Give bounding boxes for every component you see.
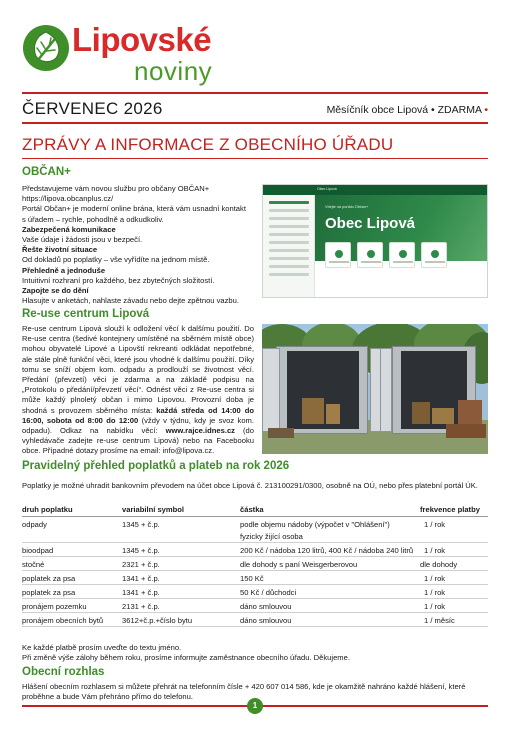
table-row: [22, 571, 488, 585]
issue-info: [327, 104, 488, 116]
fee-frequency: 1 / rok: [424, 588, 446, 597]
column-header: částka: [240, 505, 264, 514]
obcan-item-text: Od dokladů po poplatky – vše vyřídíte na jednom místě.: [22, 255, 210, 265]
reuse-hours: každá středa od 14:00 do 16:00, sobota od 8:00 do 12:00: [22, 405, 254, 425]
shot-tile: [421, 242, 447, 268]
shot-topbar: [263, 185, 488, 195]
masthead-rule-top: [22, 92, 488, 94]
obcan-item-title: Přehledně a jednoduše: [22, 265, 106, 275]
obcan-heading: OBČAN+: [22, 166, 71, 178]
section-rule: [22, 158, 488, 159]
fee-frequency: 1 / rok: [424, 520, 446, 529]
fee-vs: 1345 + č.p.: [122, 520, 160, 529]
obcan-link[interactable]: https://lipova.obcanplus.cz/: [22, 194, 114, 204]
table-row: [22, 543, 488, 557]
reuse-link[interactable]: www.rajce.idnes.cz: [165, 426, 235, 436]
radio-heading: Obecní rozhlas: [22, 666, 105, 678]
shot-hero-small: Vítejte na portálu Občan+: [325, 205, 369, 209]
fees-intro: Poplatky je možné uhradit bankovním převodem na účet obce Lipová č. 213100291/0300, osobně na OÚ, nebo přes platební portál ÚK.: [22, 481, 478, 490]
fees-table: [22, 502, 488, 627]
fee-type: odpady: [22, 520, 47, 529]
fee-vs: 2321 + č.p.: [122, 560, 160, 569]
obcan-item-text: Hlasujte v anketách, nahlaste závadu nebo dejte zpětnou vazbu.: [22, 296, 239, 306]
obcan-item-text: Vaše údaje i žádosti jsou v bezpečí.: [22, 235, 143, 245]
table-row: [22, 599, 488, 613]
reuse-paragraph: Re-use centrum Lipová slouží k odložení věcí k dalšímu použití. Do Re-use centra (šedivé kontejnery umístěné na sběrném místě obce) mohou obyvatelé Lipové a Lipovští rekreanti odkládat nepotřebné, ale stále plně funkční věci, které jsou vhodné k dalšímu použití. Díky tomu se sníží objem kom. odpadu a prodlouží se životnost věcí. Předání (převzetí) věci je zdarma a na základě podpisu na „Protokolu o předání/převzetí věcí“. Odnést věci z Re-use centra si může každý plnoletý občan i mimo Lipovou. Provozní doba je shodná s provozem sběrného místa:: [22, 324, 254, 415]
fee-vs: 1345 + č.p.: [122, 546, 160, 555]
reuse-paragraph: (vždy v týdnu, kdy je svoz kom. odpadu). Odkaz na nabídku věcí:: [22, 415, 254, 436]
fees-note: Při změně výše zálohy během roku, prosíme informujte zaměstnance obecního úřadu. Děkujeme.: [22, 653, 350, 663]
reuse-text: [22, 324, 254, 457]
fee-vs: 1341 + č.p.: [122, 574, 160, 583]
fee-amount: dle dohody s paní Weisgerberovou: [240, 560, 358, 569]
fees-note: Ke každé platbě prosím uveďte do textu jméno.: [22, 643, 182, 652]
obcan-item-text: Intuitivní rozhraní pro každého, bez zbytečných složitostí.: [22, 275, 215, 285]
fee-vs: 3612+č.p.+číslo bytu: [122, 616, 193, 625]
fee-amount: podle objemu nádoby (výpočet v "Ohlášení"): [240, 520, 390, 529]
column-header: frekvence platby: [420, 505, 480, 514]
fee-frequency: dle dohody: [420, 560, 458, 569]
column-header: druh poplatku: [22, 505, 73, 514]
shot-tile: [389, 242, 415, 268]
shot-tile: [357, 242, 383, 268]
masthead-subtitle: noviny: [134, 56, 213, 86]
fee-frequency: 1 / rok: [424, 574, 446, 583]
fees-notes: [22, 643, 488, 663]
shot-tile: [325, 242, 351, 268]
fee-amount: dáno smlouvou: [240, 616, 292, 625]
fee-amount: 150 Kč: [240, 574, 264, 583]
table-row: [22, 613, 488, 627]
radio-text: Hlášení obecním rozhlasem si můžete přehrát na telefonním čísle + 420 607 014 586, kde je okamžitě nahráno každé hlášení, které proběhne a bude Vám přehráno přímo do telefonu.: [22, 682, 466, 702]
obcan-item-title: Řešte životní situace: [22, 245, 98, 255]
section-title: ZPRÁVY A INFORMACE Z OBECNÍHO ÚŘADU: [22, 135, 394, 154]
obcan-item-title: Zapojte se do dění: [22, 286, 89, 296]
obcan-text: [22, 184, 258, 306]
reuse-paragraph: (do vyhledávače zadejte re-use centrum Lipová) nebo na Facebooku obce.: [22, 426, 254, 456]
obcan-line: s úřadem – rychle, pohodlně a odkudkoliv.: [22, 214, 164, 224]
fee-vs: 1341 + č.p.: [122, 588, 160, 597]
shot-topbar-label: Obec Lipová: [317, 187, 337, 191]
obcan-portal-screenshot: [262, 184, 488, 298]
fee-type: stočné: [22, 560, 45, 569]
issue-info-dot: •: [484, 104, 488, 116]
shot-hero-big: Obec Lipová: [325, 215, 416, 232]
fee-type: bioodpad: [22, 546, 54, 555]
table-header-row: [22, 502, 488, 517]
fee-frequency: 1 / měsíc: [424, 616, 455, 625]
issue-month: ČERVENEC 2026: [22, 99, 163, 118]
masthead-rule-bottom: [22, 122, 488, 124]
fee-amount: 50 Kč / důchodci: [240, 588, 297, 597]
reuse-heading: Re-use centrum Lipová: [22, 308, 150, 320]
masthead-logo: [22, 20, 252, 90]
reuse-containers-photo: [262, 324, 488, 454]
column-header: variabilní symbol: [122, 505, 185, 514]
issue-info-text: Měsíčník obce Lipová • ZDARMA: [326, 104, 482, 116]
obcan-item-title: Zabezpečená komunikace: [22, 224, 116, 234]
obcan-line: Představujeme vám novou službu pro občany OBČAN+: [22, 184, 210, 193]
fee-frequency: 1 / rok: [424, 546, 446, 555]
fee-amount: dáno smlouvou: [240, 602, 292, 611]
fee-frequency: 1 / rok: [424, 602, 446, 611]
fee-type: poplatek za psa: [22, 574, 76, 583]
table-row: [22, 517, 488, 543]
fee-type: poplatek za psa: [22, 588, 76, 597]
fee-amount: 200 Kč / nádoba 120 litrů, 400 Kč / nádoba 240 litrů: [240, 546, 414, 555]
reuse-contact: Případné dotazy prosíme na email: info@lipova.cz.: [42, 446, 215, 456]
fee-type: pronájem pozemku: [22, 602, 87, 611]
linden-leaf-icon: [22, 24, 70, 72]
fees-heading: Pravidelný přehled poplatků a plateb na rok 2026: [22, 460, 290, 472]
fee-type: pronájem obecních bytů: [22, 616, 104, 625]
table-row: [22, 585, 488, 599]
fee-amount-note: fyzicky žijící osoba: [240, 532, 303, 541]
obcan-line: Portál Občan+ je moderní online brána, která vám usnadní kontakt: [22, 204, 246, 214]
page-number: 1: [247, 698, 263, 714]
fee-vs: 2131 + č.p.: [122, 602, 160, 611]
masthead-title: Lipovské: [72, 21, 212, 58]
shot-sidebar: [263, 195, 315, 298]
table-row: [22, 557, 488, 571]
